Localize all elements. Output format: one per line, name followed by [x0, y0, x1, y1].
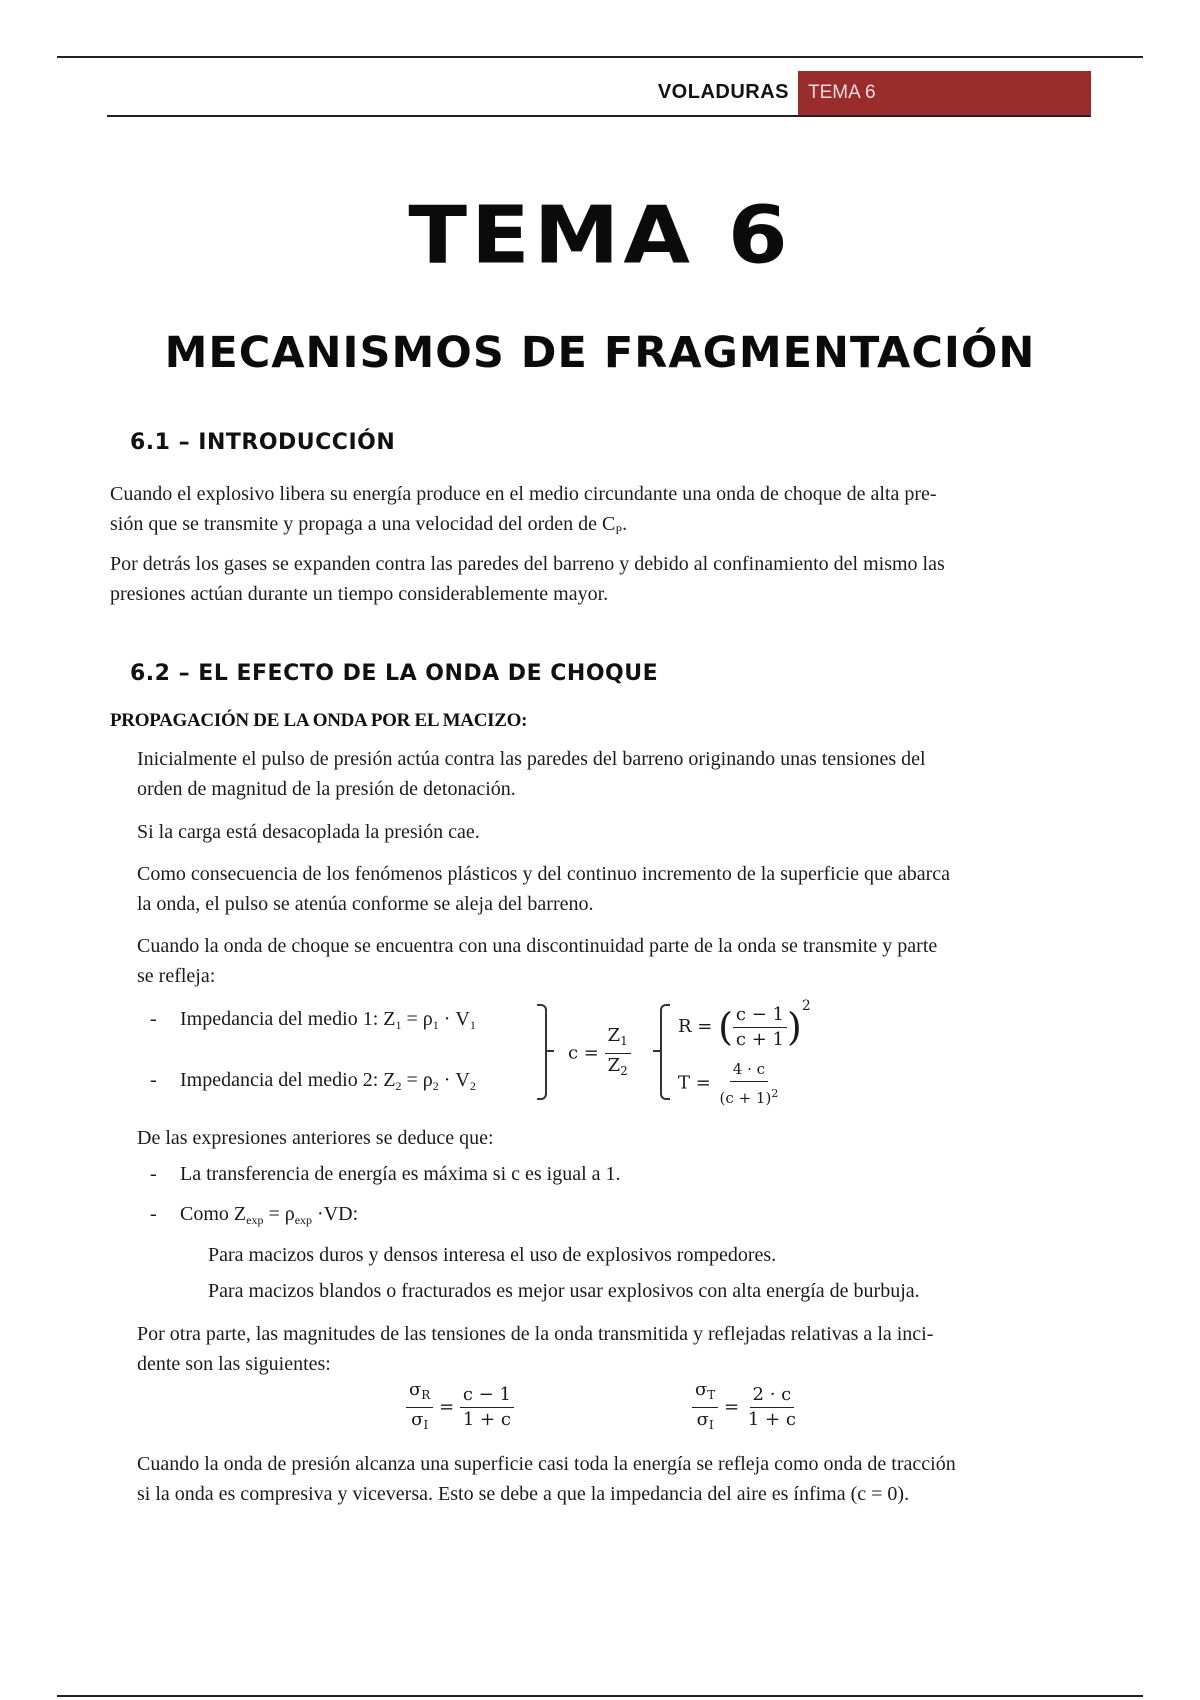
page-header: [107, 71, 1091, 117]
formula-sigma-T: $\frac{\sigma_T}{\sigma_I}$ = $\frac{2 \cdot c}{1 + c}$: [692, 1379, 799, 1436]
section-heading-6-1: 6.1 – INTRODUCCIÓN: [130, 430, 396, 455]
impedance-item-2: - Impedancia del medio 2: $Z_2 = \rho_2 \cdot V_2$: [150, 1069, 476, 1093]
text-line: sión que se transmite y propaga a una velocidad del orden de $C_P$.: [110, 513, 628, 537]
paragraph-deduce: De las expresiones anteriores se deduce que:: [137, 1127, 494, 1149]
note-soft-rock: Para macizos blandos o fracturados es mejor usar explosivos con alta energía de burbuja.: [208, 1280, 920, 1302]
paragraph-attenuation: [137, 859, 1092, 919]
text-line: Por otra parte, las magnitudes de las tensiones de la onda transmitida y reflejadas relativas a la inci-: [137, 1323, 934, 1345]
right-brace: [537, 1004, 547, 1100]
text-line: la onda, el pulso se atenúa conforme se aleja del barreno.: [137, 893, 594, 915]
left-brace: [660, 1004, 670, 1100]
intro-paragraph-2: [110, 549, 1092, 609]
text-line: Como consecuencia de los fenómenos plásticos y del continuo incremento de la superficie que abarca: [137, 863, 951, 885]
text-line: presiones actúan durante un tiempo considerablemente mayor.: [110, 583, 609, 605]
subheading-propagacion: PROPAGACIÓN DE LA ONDA POR EL MACIZO:: [110, 710, 528, 731]
impedance-item-1: - Impedancia del medio 1: $Z_1 = \rho_1 \cdot V_1$: [150, 1008, 476, 1032]
list-item-impedance-explosive: - Como $Z_{exp} = \rho_{exp} \cdot VD$:: [150, 1203, 359, 1227]
top-rule: [57, 56, 1143, 58]
text-line: Cuando la onda de presión alcanza una superficie casi toda la energía se refleja como onda de tracción: [137, 1453, 956, 1475]
intro-paragraph-1: [110, 479, 1092, 545]
formula-sigma-R: $\frac{\sigma_R}{\sigma_I}$ = $\frac{c - 1}{1 + c}$: [406, 1379, 514, 1436]
text-line: Inicialmente el pulso de presión actúa contra las paredes del barreno originando unas tensiones del: [137, 748, 926, 770]
text-line: orden de magnitud de la presión de detonación.: [137, 778, 516, 800]
header-title: VOLADURAS: [657, 81, 789, 103]
section-heading-6-2: 6.2 – EL EFECTO DE LA ONDA DE CHOQUE: [130, 661, 659, 686]
formula-c: c = $\frac{Z_1}{Z_2}$: [568, 1025, 631, 1082]
header-badge: [798, 71, 1091, 115]
paragraph-decoupled: Si la carga está desacoplada la presión cae.: [137, 821, 480, 843]
formula-R: R = ( $\frac{c - 1}{c + 1}$ )$^2$: [678, 998, 811, 1050]
paragraph-discontinuity: [137, 931, 1092, 991]
text-line: Por detrás los gases se expanden contra las paredes del barreno y debido al confinamiento del mismo las: [110, 553, 945, 575]
page-title: TEMA 6: [408, 190, 792, 282]
bottom-rule: [57, 1695, 1143, 1697]
paragraph-reflection: [137, 1449, 1092, 1509]
paragraph-tension-magnitudes: [137, 1319, 1092, 1379]
text-line: si la onda es compresiva y viceversa. Esto se debe a que la impedancia del aire es ínfima (c = 0).: [137, 1483, 910, 1505]
header-badge-label: TEMA 6: [808, 82, 876, 103]
text-line: dente son las siguientes:: [137, 1353, 331, 1375]
formula-T: T = $\frac{4 \cdot c}{(c + 1)^2}$: [678, 1060, 779, 1107]
text-line: se refleja:: [137, 965, 216, 987]
note-hard-rock: Para macizos duros y densos interesa el uso de explosivos rompedores.: [208, 1244, 777, 1266]
list-item-max-transfer: - La transferencia de energía es máxima si c es igual a 1.: [150, 1163, 621, 1185]
page-subtitle: MECANISMOS DE FRAGMENTACIÓN: [164, 328, 1036, 378]
header-rule: [107, 115, 1091, 117]
text-line: Cuando la onda de choque se encuentra con una discontinuidad parte de la onda se transmite y parte: [137, 935, 938, 957]
text-line: Cuando el explosivo libera su energía produce en el medio circundante una onda de choque de alta pre-: [110, 483, 937, 505]
paragraph-initial-pulse: [137, 744, 1092, 804]
